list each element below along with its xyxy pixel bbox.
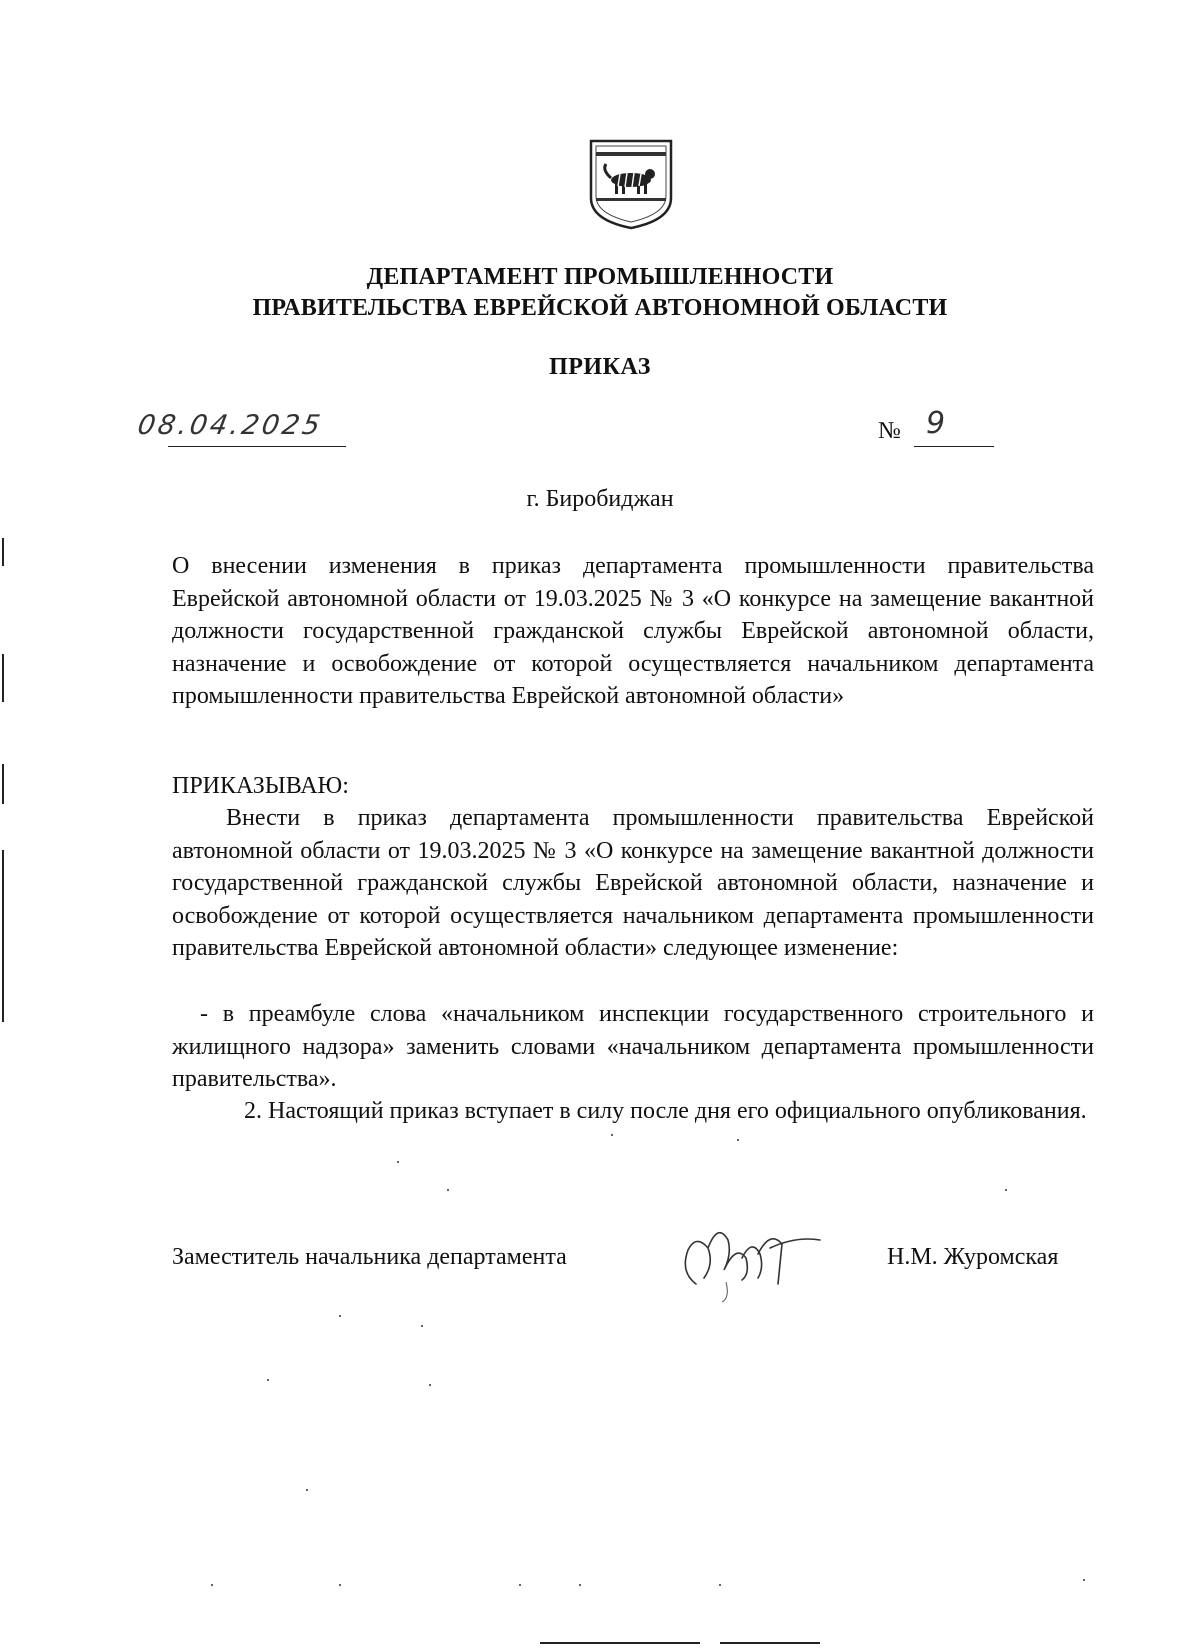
organization-title-line2: ПРАВИТЕЛЬСТВА ЕВРЕЙСКОЙ АВТОНОМНОЙ ОБЛАСТИ: [252, 295, 948, 321]
date-underline: [168, 446, 346, 447]
signer-position: Заместитель начальника департамента: [172, 1244, 567, 1270]
scan-artifact: [2, 538, 4, 566]
city-line: г. Биробиджан: [526, 486, 674, 512]
paragraph-intro: Внести в приказ департамента промышленности правительства Еврейской автономной области от 19.03.2025 № 3 «О конкурсе на замещение вакантной должности государственной гражданской службы Еврейской автономной области, назначение и освобождение от которой осуществляется начальником департамента промышленности правительства Еврейской автономной области» следующее изменение:: [172, 805, 1094, 961]
coat-of-arms-emblem: [588, 138, 674, 230]
handwritten-number: 9: [926, 406, 946, 441]
signature-block: [0, 1238, 1200, 1288]
scan-artifact: [2, 764, 4, 804]
orders-heading: ПРИКАЗЫВАЮ:: [172, 773, 349, 799]
document-type: ПРИКАЗ: [549, 354, 651, 380]
order-date: [135, 410, 358, 450]
handwritten-signature: [678, 1214, 828, 1304]
organization-title-line1: ДЕПАРТАМЕНТ ПРОМЫШЛЕННОСТИ: [366, 264, 834, 290]
number-underline: [914, 446, 994, 447]
order-subject: О внесении изменения в приказ департамента промышленности правительства Еврейской автономной области от 19.03.2025 № 3 «О конкурсе на замещение вакантной должности государственной гражданской службы Еврейской автономной области, назначение и освобождение от которой осуществляется начальником департамента промышленности правительства Еврейской автономной области»: [172, 553, 1094, 709]
handwritten-date: 08.04.2025: [135, 410, 326, 441]
scan-artifact: [2, 850, 4, 1022]
number-label: №: [878, 418, 901, 444]
order-number: [878, 406, 994, 450]
scan-artifact: [2, 654, 4, 702]
organization-title: [0, 262, 1200, 324]
paragraph-amendment-item: - в преамбуле слова «начальником инспекции государственного строительного и жилищного надзора» заменить словами «начальником департамента промышленности правительства».: [172, 1001, 1094, 1092]
paragraph-two: 2. Настоящий приказ вступает в силу после дня его официального опубликования.: [244, 1098, 1087, 1124]
signer-name: Н.М. Журомская: [887, 1244, 1059, 1270]
